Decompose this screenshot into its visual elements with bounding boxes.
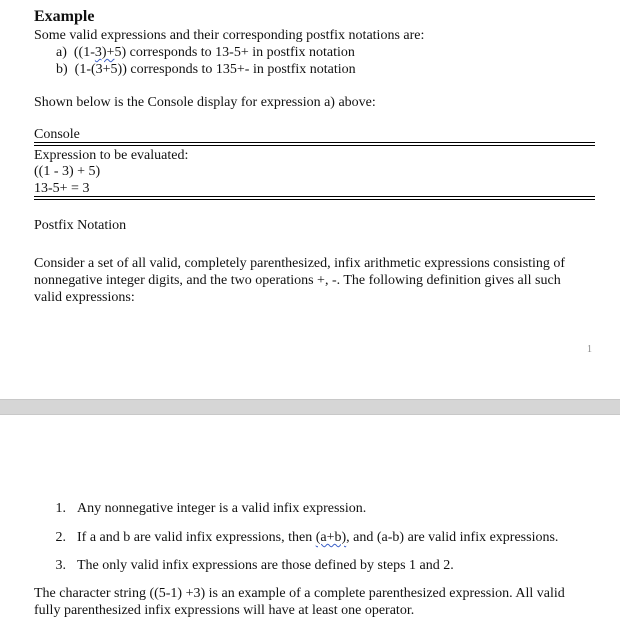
page-number: 1 — [587, 344, 592, 355]
console-line-2: ((1 - 3) + 5) — [34, 164, 101, 179]
console-bottom-rule — [34, 196, 595, 200]
list-item-b — [56, 61, 356, 78]
list-marker: b) — [56, 62, 68, 77]
list-number-1: 1. — [55, 501, 66, 516]
paragraph-line-3: valid expressions: — [34, 290, 135, 305]
item-text-pre: If a and b are valid infix expressions, then — [77, 530, 316, 545]
example-heading: Example — [34, 8, 95, 25]
list-item-2 — [77, 529, 558, 546]
item-text-pre: ((1- — [73, 45, 95, 60]
shown-below-text: Shown below is the Console display for expression a) above: — [34, 95, 376, 110]
page-break — [0, 399, 620, 415]
console-line-1: Expression to be evaluated: — [34, 148, 189, 163]
list-item-1: Any nonnegative integer is a valid infix expression. — [77, 501, 367, 516]
console-top-rule — [34, 142, 595, 146]
item-text-post: , and (a-b) are valid infix expressions. — [346, 530, 559, 545]
intro-text: Some valid expressions and their corresponding postfix notations are: — [34, 28, 425, 43]
list-marker: a) — [56, 45, 67, 60]
console-line-3: 13-5+ = 3 — [34, 181, 90, 196]
list-number-2: 2. — [55, 530, 66, 545]
item-text: (1-(3+5)) corresponds to 135+- in postfix notation — [74, 62, 356, 77]
spellcheck-flagged-text: (a+b) — [315, 530, 347, 545]
postfix-heading: Postfix Notation — [34, 218, 127, 233]
closing-line-1: The character string ((5-1) +3) is an example of a complete parenthesized expression. All valid — [34, 586, 565, 601]
paragraph-line-2: nonnegative integer digits, and the two operations +, -. The following definition gives all such — [34, 273, 561, 288]
paragraph-line-1: Consider a set of all valid, completely parenthesized, infix arithmetic expressions consisting of — [34, 256, 566, 271]
item-text-post: 5) corresponds to 13-5+ in postfix notation — [114, 45, 355, 60]
list-item-a — [56, 44, 355, 61]
spellcheck-flagged-text: 3)+ — [94, 45, 115, 60]
list-item-3: The only valid infix expressions are those defined by steps 1 and 2. — [77, 558, 454, 573]
console-title: Console — [34, 127, 80, 142]
list-number-3: 3. — [55, 558, 66, 573]
closing-line-2: fully parenthesized infix expressions will have at least one operator. — [34, 603, 415, 618]
